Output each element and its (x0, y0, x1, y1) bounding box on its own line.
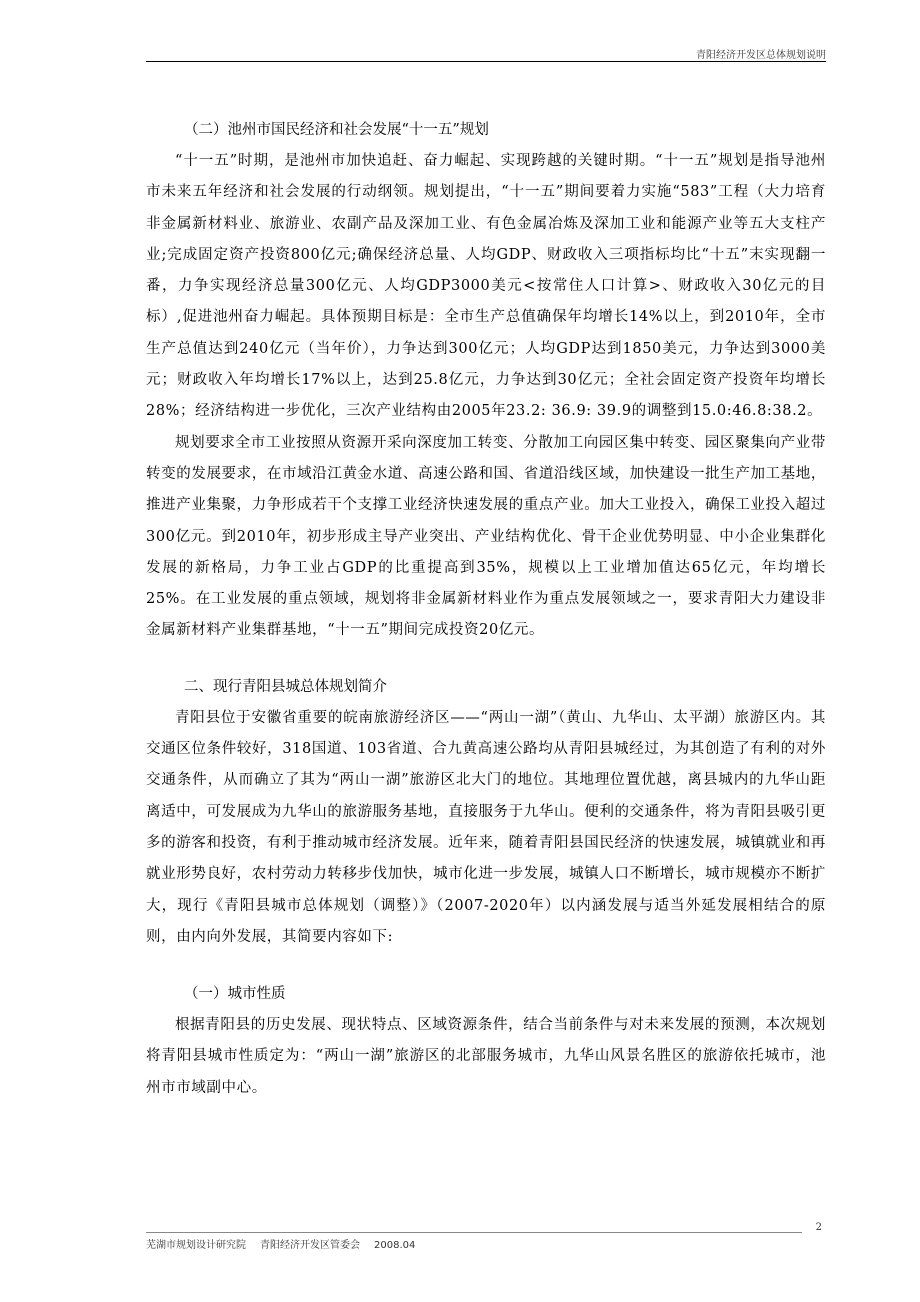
section-gap (146, 647, 826, 671)
section-gap (146, 953, 826, 978)
paragraph-qingyang-location: 青阳县位于安徽省重要的皖南旅游经济区——“两山一湖”（黄山、九华山、太平湖）旅游区内。其交通区位条件较好，318国道、103省道、合九黄高速公路均从青阳县城经过，为其创造了有利的对外交通条件，从而确立了其为“两山一湖”旅游区北大门的地位。其地理位置优越，离县城内的九华山距离适中，可发展成为九华山的旅游服务基地，直接服务于九华山。便利的交通条件，将为青阳县吸引更多的游客和投资，有利于推动城市经济发展。近年来，随着青阳县国民经济的快速发展，城镇就业和再就业形势良好，农村劳动力转移步伐加快，城市化进一步发展，城镇人口不断增长，城市规模亦不断扩大，现行《青阳县城市总体规划（调整）》（2007-2020年）以内涵发展与适当外延发展相结合的原则，由内向外发展，其简要内容如下: (146, 709, 826, 945)
page-number: 2 (815, 1222, 822, 1233)
section-heading-qingyang-plan: 二、现行青阳县城总体规划简介 (184, 678, 387, 695)
paragraph-city-nature: 根据青阳县的历史发展、现状特点、区域资源条件，结合当前条件与对未来发展的预测，本次规划将青阳县城市性质定为：“两山一湖”旅游区的北部服务城市，九华山风景名胜区的旅游依托城市，池州市市域副中心。 (146, 1017, 826, 1096)
header-rule (146, 61, 826, 62)
footer-date: 2008.04 (374, 1240, 416, 1251)
section-heading-city-nature: （一）城市性质 (184, 986, 286, 1003)
document-body (146, 114, 826, 1104)
footer-org-planning-institute: 芜湖市规划设计研究院 (146, 1240, 246, 1251)
section-heading-chizhou-plan: （二）池州市国民经济和社会发展“十一五”规划 (184, 122, 489, 138)
paragraph-chizhou-plan-overview: “十一五”时期，是池州市加快追赶、奋力崛起、实现跨越的关键时期。“十一五”规划是指导池州市未来五年经济和社会发展的行动纲领。规划提出，“十一五”期间要着力实施“583”工程（大力培育非金属新材料业、旅游业、农副产品及深加工业、有色金属冶炼及深加工业和能源产业等五大支柱产业;完成固定资产投资800亿元;确保经济总量、人均GDP、财政收入三项指标均比“十五”末实现翻一番，力争实现经济总量300亿元、人均GDP3000美元<按常住人口计算>、财政收入30亿元的目标）,促进池州奋力崛起。具体预期目标是：全市生产总值确保年均增长14%以上，到2010年，全市生产总值达到240亿元（当年价），力争达到300亿元；人均GDP达到1850美元，力争达到3000美元；财政收入年均增长17%以上，达到25.8亿元，力争达到30亿元；全社会固定资产投资年均增长28%；经济结构进一步优化，三次产业结构由2005年23.2: 36.9: 39.9的调整到15.0:46.8:38.2。 (146, 153, 826, 420)
footer-rule (146, 1232, 802, 1233)
footer-org-dev-zone-committee: 青阳经济开发区管委会 (260, 1240, 360, 1251)
header-title: 青阳经济开发区总体规划说明 (696, 50, 826, 61)
paragraph-chizhou-industry: 规划要求全市工业按照从资源开采向深度加工转变、分散加工向园区集中转变、园区聚集向产业带转变的发展要求，在市域沿江黄金水道、高速公路和国、省道沿线区域，加快建设一批生产加工基地，推进产业集聚，力争形成若干个支撑工业经济快速发展的重点产业。加大工业投入，确保工业投入超过300亿元。到2010年，初步形成主导产业突出、产业结构优化、骨干企业优势明显、中小企业集群化发展的新格局，力争工业占GDP的比重提高到35%，规模以上工业增加值达65亿元，年均增长25%。在工业发展的重点领域，规划将非金属新材料业作为重点发展领域之一，要求青阳大力建设非金属新材料产业集群基地，“十一五”期间完成投资20亿元。 (146, 434, 826, 639)
footer (146, 1236, 429, 1251)
